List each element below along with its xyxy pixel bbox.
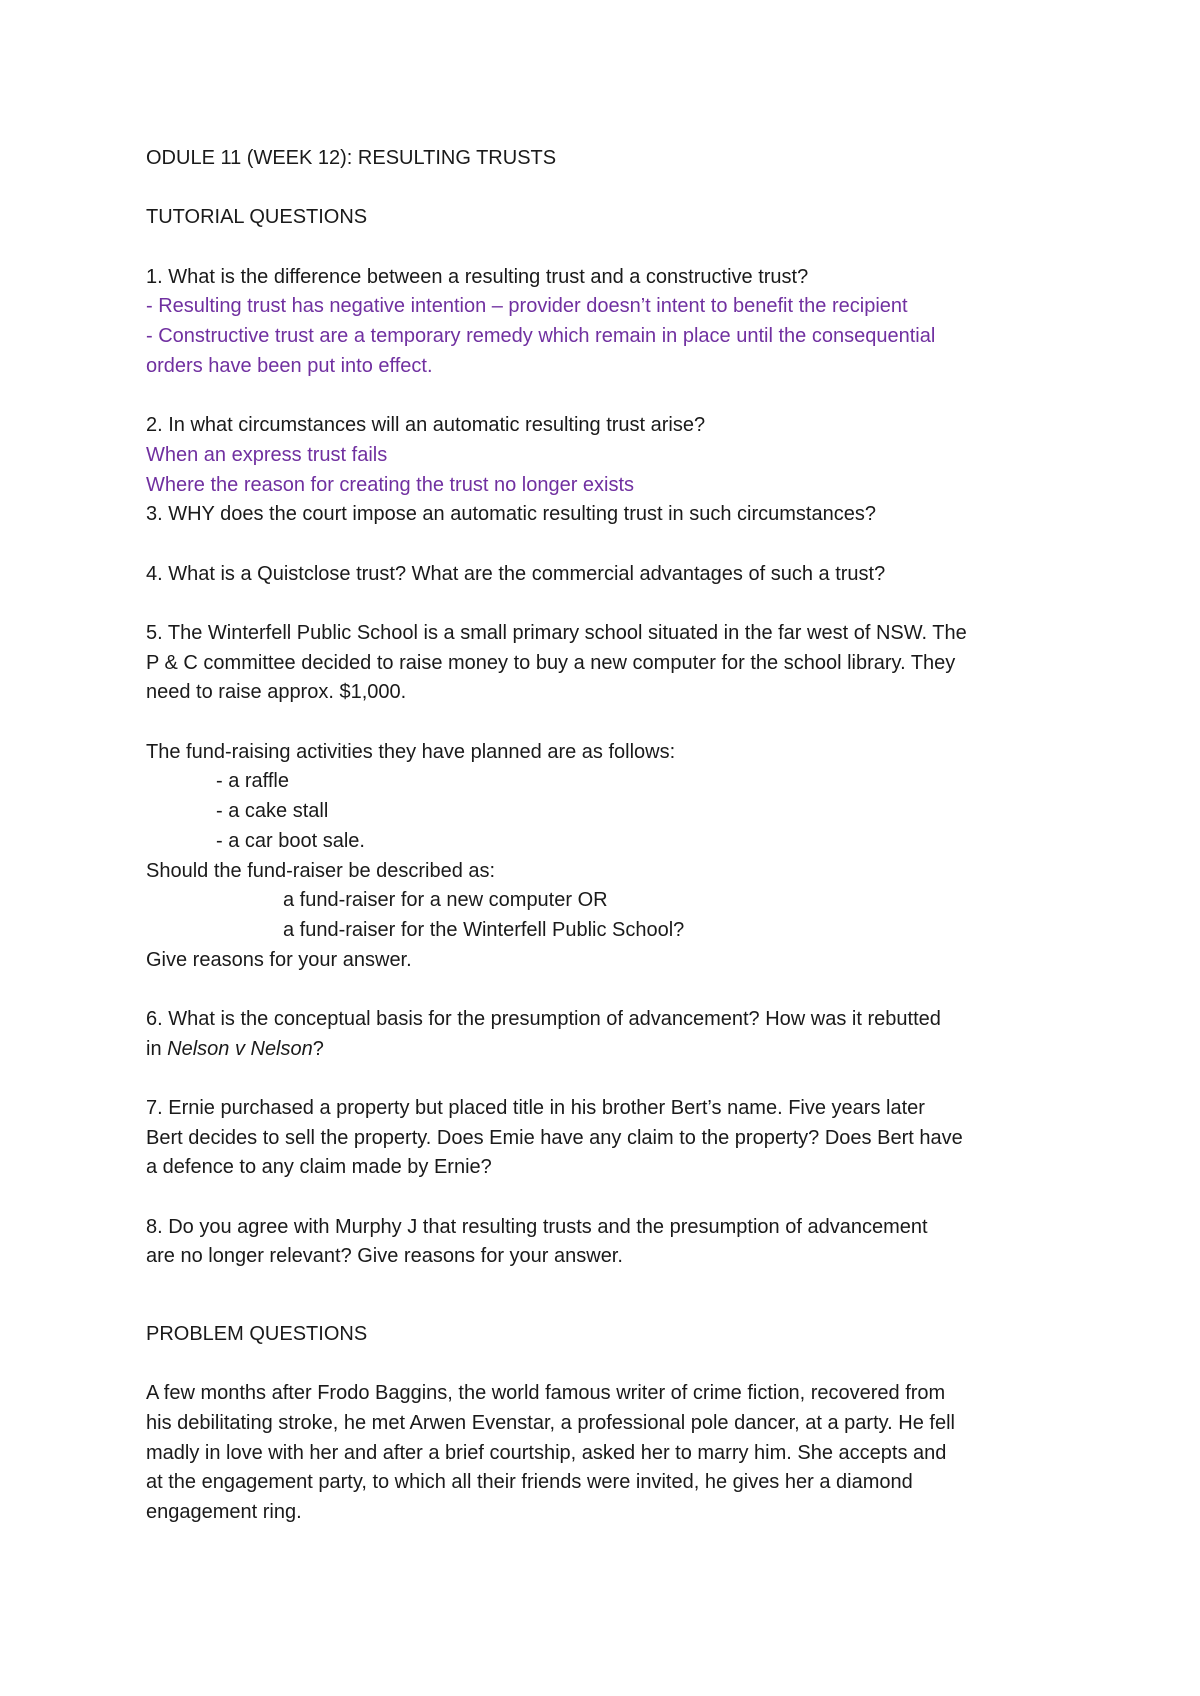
question-7-line2: Bert decides to sell the property. Does Emie have any claim to the property? Does Bert have: [146, 1126, 963, 1149]
answer-2-reason-gone: Where the reason for creating the trust no longer exists: [146, 473, 635, 496]
question-5-line1: 5. The Winterfell Public School is a small primary school situated in the far west of NSW. The: [146, 622, 967, 644]
option-school: a fund-raiser for the Winterfell Public School?: [283, 918, 685, 941]
activity-item: - a raffle: [216, 770, 289, 793]
problem-heading: PROBLEM QUESTIONS: [146, 1322, 368, 1345]
question-7-line1: 7. Ernie purchased a property but placed title in his brother Bert’s name. Five years later: [146, 1097, 925, 1119]
case-name: Nelson v Nelson: [167, 1037, 313, 1060]
answer-1-constructive-line1: - Constructive trust are a temporary remedy which remain in place until the consequential: [146, 325, 936, 348]
activity-item: - a car boot sale.: [216, 829, 365, 852]
answer-1-resulting: - Resulting trust has negative intention – provider doesn’t intent to benefit the recipient: [146, 295, 908, 318]
question-6-line2: [146, 1035, 1076, 1065]
question-6-line1: 6. What is the conceptual basis for the presumption of advancement? How was it rebutted: [146, 1007, 941, 1030]
activities-intro: The fund-raising activities they have planned are as follows:: [146, 740, 676, 763]
question-8-line1: 8. Do you agree with Murphy J that resulting trusts and the presumption of advancement: [146, 1215, 928, 1238]
problem-line1: A few months after Frodo Baggins, the world famous writer of crime fiction, recovered from: [146, 1382, 946, 1405]
question-5-line2: P & C committee decided to raise money to buy a new computer for the school library. They: [146, 651, 956, 674]
question-3: 3. WHY does the court impose an automatic resulting trust in such circumstances?: [146, 503, 876, 526]
question-7-line3: a defence to any claim made by Ernie?: [146, 1156, 492, 1179]
question-2: 2. In what circumstances will an automatic resulting trust arise?: [146, 414, 706, 437]
problem-line5: engagement ring.: [146, 1500, 302, 1523]
option-new-computer: a fund-raiser for a new computer OR: [283, 889, 608, 912]
question-4: 4. What is a Quistclose trust? What are the commercial advantages of such a trust?: [146, 562, 886, 585]
tutorial-heading: TUTORIAL QUESTIONS: [146, 206, 368, 229]
give-reasons: Give reasons for your answer.: [146, 948, 412, 971]
question-5-line3: need to raise approx. $1,000.: [146, 681, 407, 704]
question-6-suffix: ?: [312, 1037, 324, 1060]
describe-intro: Should the fund-raiser be described as:: [146, 859, 496, 882]
question-8-line2: are no longer relevant? Give reasons for your answer.: [146, 1245, 623, 1268]
document-page: [146, 144, 1076, 1528]
question-6-prefix: in: [146, 1037, 168, 1060]
problem-line4: at the engagement party, to which all their friends were invited, he gives her a diamond: [146, 1471, 913, 1494]
activity-item: - a cake stall: [216, 800, 329, 823]
problem-line2: his debilitating stroke, he met Arwen Evenstar, a professional pole dancer, at a party. He fell: [146, 1411, 955, 1434]
answer-2-express-fails: When an express trust fails: [146, 443, 388, 466]
problem-line3: madly in love with her and after a brief courtship, asked her to marry him. She accepts and: [146, 1441, 947, 1464]
question-1: 1. What is the difference between a resulting trust and a constructive trust?: [146, 265, 809, 288]
answer-1-constructive-line2: orders have been put into effect.: [146, 354, 433, 377]
document-title: ODULE 11 (WEEK 12): RESULTING TRUSTS: [146, 147, 557, 169]
